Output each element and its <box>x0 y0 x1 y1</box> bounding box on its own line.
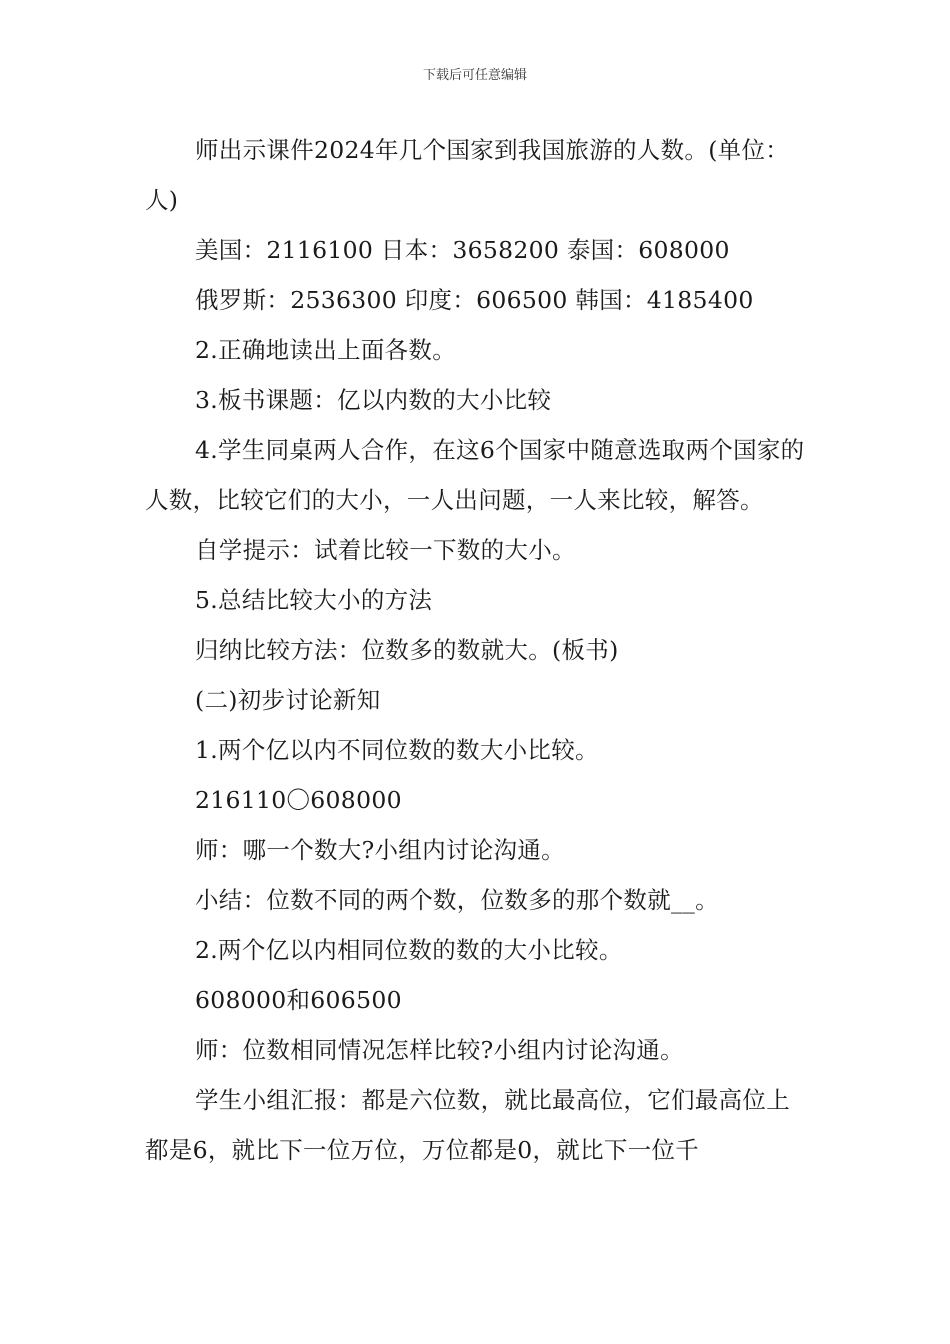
paragraph: 2.正确地读出上面各数。 <box>195 336 457 364</box>
paragraph: 608000和606500 <box>195 986 402 1014</box>
paragraph: 师出示课件2024年几个国家到我国旅游的人数。(单位：人) <box>145 136 790 214</box>
paragraph: 5.总结比较大小的方法 <box>195 586 433 614</box>
paragraph: 师：哪一个数大?小组内讨论沟通。 <box>195 836 565 864</box>
paragraph: (二)初步讨论新知 <box>195 686 381 714</box>
paragraph: 自学提示：试着比较一下数的大小。 <box>195 536 576 564</box>
paragraph: 1.两个亿以内不同位数的数大小比较。 <box>195 736 599 764</box>
paragraph: 俄罗斯：2536300 印度：606500 韩国：4185400 <box>195 286 754 314</box>
paragraph: 216110〇608000 <box>195 786 402 814</box>
paragraph: 学生小组汇报：都是六位数，就比最高位，它们最高位上都是6，就比下一位万位，万位都是0，就比下一位千 <box>145 1086 790 1164</box>
paragraph: 归纳比较方法：位数多的数就大。(板书) <box>195 636 619 664</box>
document-body <box>145 125 810 1175</box>
paragraph: 师：位数相同情况怎样比较?小组内讨论沟通。 <box>195 1036 684 1064</box>
paragraph: 美国：2116100 日本：3658200 泰国：608000 <box>195 236 730 264</box>
paragraph: 小结：位数不同的两个数，位数多的那个数就__。 <box>195 886 719 914</box>
paragraph: 4.学生同桌两人合作，在这6个国家中随意选取两个国家的人数，比较它们的大小，一人出问题，一人来比较，解答。 <box>145 436 805 514</box>
page-header: 下载后可任意编辑 <box>422 68 527 83</box>
paragraph: 2.两个亿以内相同位数的数的大小比较。 <box>195 936 623 964</box>
paragraph: 3.板书课题：亿以内数的大小比较 <box>195 386 552 414</box>
